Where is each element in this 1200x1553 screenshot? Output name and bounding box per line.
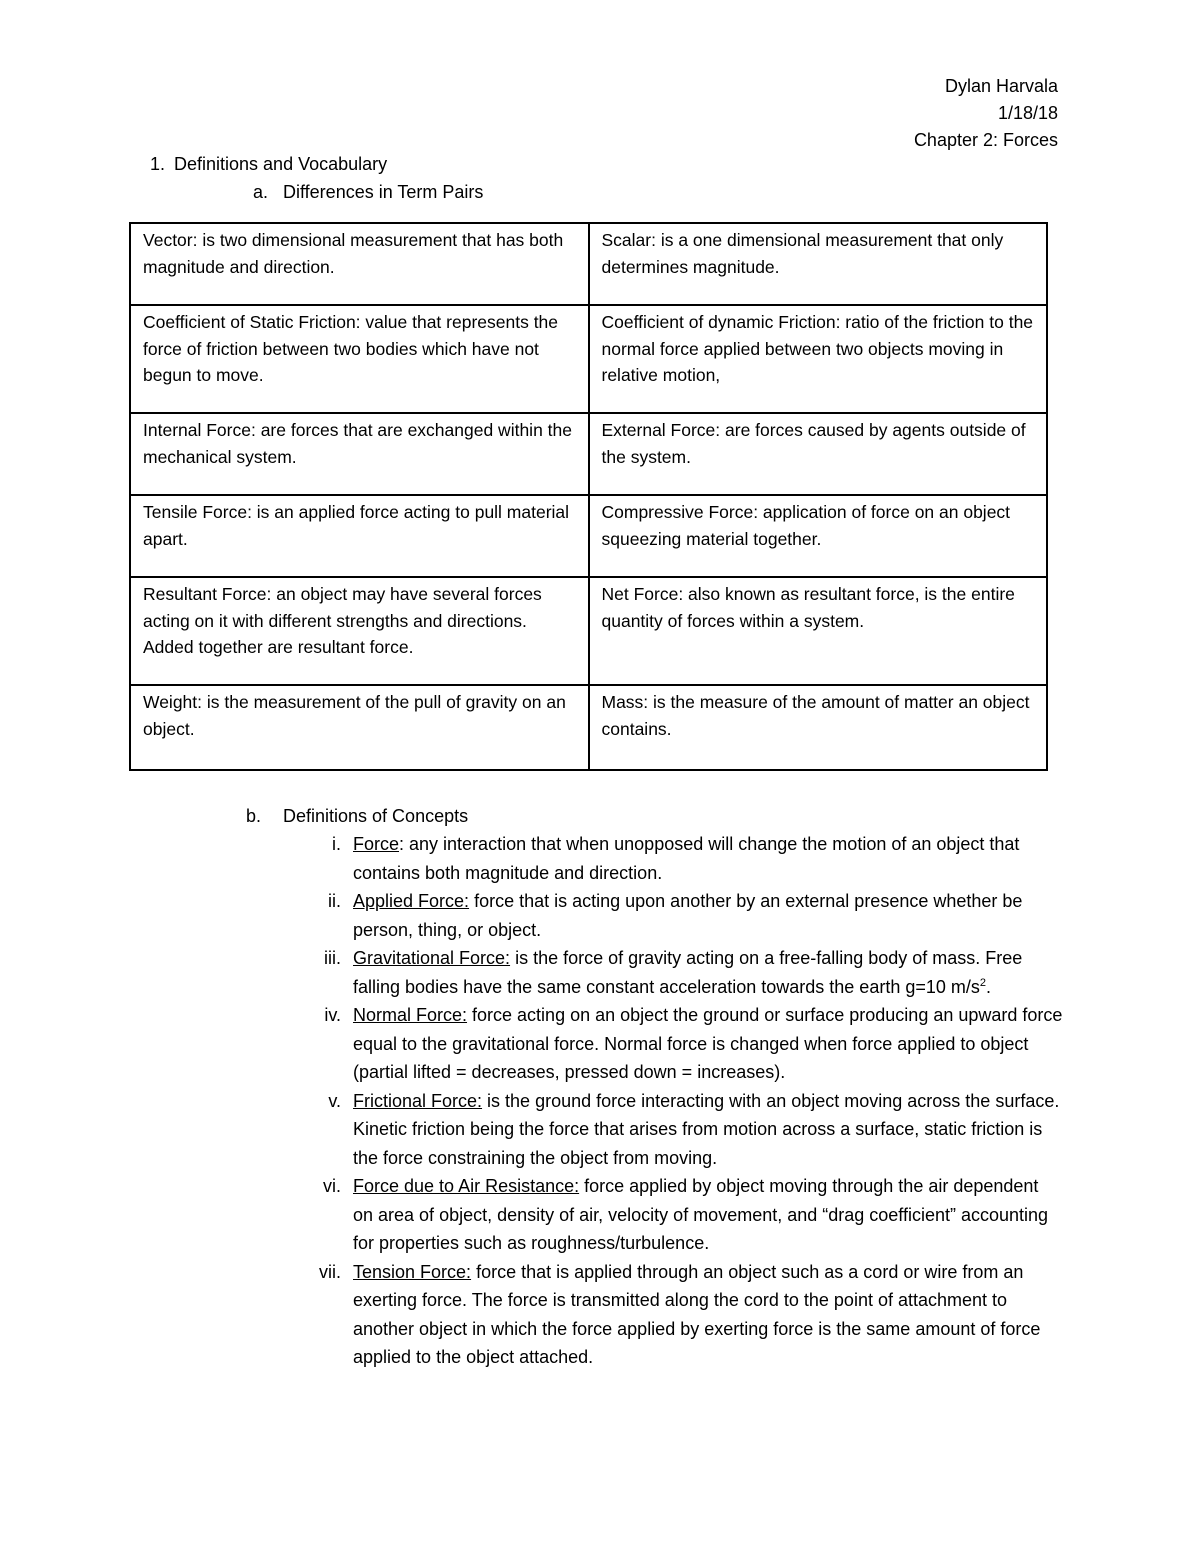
list-numeral: i. (332, 834, 341, 854)
table-row (130, 495, 1047, 577)
list-numeral: vi. (323, 1176, 341, 1196)
term-cell-right: Net Force: also known as resultant force, is the entire quantity of forces within a system. (589, 577, 1048, 685)
concept-term: Normal Force: (353, 1005, 468, 1025)
concept-definition: is the ground force interacting with an object moving across the surface. Kinetic friction being the force that arises from motion across a surface, static friction is the force constraining the object from moving. (353, 1090, 1060, 1168)
section-1-heading (150, 151, 388, 178)
section-b-heading (246, 803, 469, 830)
concept-definition: force that is acting upon another by an external presence whether be person, thing, or object. (353, 891, 1023, 940)
term-cell-left: Weight: is the measurement of the pull of gravity on an object. (130, 685, 589, 770)
term-cell-left: Resultant Force: an object may have several forces acting on it with different strengths and directions. Added together are resultant force. (130, 577, 589, 685)
concept-definition: : any interaction that when unopposed will change the motion of an object that contains both magnitude and direction. (353, 834, 1020, 883)
concept-definition: force that is applied through an object such as a cord or wire from an exerting force. The force is transmitted along the cord to the point of attachment to another object in which the force applied by exerting force is the same amount of force applied to the object attached. (353, 1261, 1041, 1367)
concept-definitions-list (319, 830, 1063, 1372)
list-item (332, 830, 1063, 887)
concept-term: Frictional Force: (353, 1090, 483, 1111)
table-row (130, 413, 1047, 495)
section-b-letter: b. (246, 806, 262, 826)
term-cell-right: Coefficient of dynamic Friction: ratio of the friction to the normal force applied between two objects moving in relative motion, (589, 305, 1048, 413)
list-numeral: iii. (324, 948, 341, 968)
term-cell-right: Mass: is the measure of the amount of matter an object contains. (589, 685, 1048, 770)
term-cell-left: Internal Force: are forces that are exchanged within the mechanical system. (130, 413, 589, 495)
section-a-title: Differences in Term Pairs (283, 182, 484, 202)
table-row (130, 223, 1047, 305)
section-1-title: Definitions and Vocabulary (174, 154, 388, 174)
section-a-letter: a. (253, 182, 269, 202)
concept-term: Tension Force: (353, 1261, 472, 1282)
term-cell-left: Vector: is two dimensional measurement that has both magnitude and direction. (130, 223, 589, 305)
concept-term: Gravitational Force: (353, 948, 511, 968)
table-row (130, 685, 1047, 770)
section-a-heading (253, 179, 484, 206)
list-numeral: ii. (328, 891, 341, 911)
concept-term: Force (353, 834, 400, 854)
concept-term: Applied Force: (353, 891, 470, 911)
document-date: 1/18/18 (997, 103, 1058, 123)
concept-term: Force due to Air Resistance: (353, 1176, 580, 1196)
concept-definition: force applied by object moving through the air dependent on area of object, density of air, velocity of movement, and “drag coefficient” accounting for properties such as roughness/turbulence. (353, 1176, 1049, 1253)
list-numeral: iv. (324, 1005, 341, 1025)
list-item (328, 887, 1063, 944)
chapter-title: Chapter 2: Forces (913, 130, 1058, 150)
term-cell-left: Coefficient of Static Friction: value that represents the force of friction between two bodies which have not begun to move. (130, 305, 589, 413)
table-row (130, 305, 1047, 413)
list-item (324, 944, 1063, 1001)
concept-definition: is the force of gravity acting on a free-falling body of mass. Free falling bodies have the same constant acceleration towards the earth g=10 m/s (353, 948, 1023, 997)
term-cell-left: Tensile Force: is an applied force acting to pull material apart. (130, 495, 589, 577)
author-name: Dylan Harvala (944, 76, 1058, 96)
list-item (328, 1087, 1063, 1173)
term-cell-right: Compressive Force: application of force on an object squeezing material together. (589, 495, 1048, 577)
list-item (323, 1172, 1063, 1258)
term-pairs-table (129, 222, 1048, 771)
superscript: 2 (979, 976, 986, 989)
section-1-number: 1. (150, 154, 166, 174)
concept-definition-tail: . (986, 976, 992, 997)
document-header (914, 73, 1058, 154)
list-numeral: v. (328, 1090, 341, 1111)
term-cell-right: External Force: are forces caused by agents outside of the system. (589, 413, 1048, 495)
section-b-title: Definitions of Concepts (283, 806, 469, 826)
list-numeral: vii. (319, 1261, 341, 1282)
list-item (319, 1258, 1063, 1372)
concept-definition: force acting on an object the ground or surface producing an upward force equal to the gravitational force. Normal force is changed when force applied to object (partial lifted = decreases, pressed down = increases). (353, 1005, 1063, 1082)
table-row (130, 577, 1047, 685)
list-item (324, 1001, 1063, 1087)
term-cell-right: Scalar: is a one dimensional measurement that only determines magnitude. (589, 223, 1048, 305)
